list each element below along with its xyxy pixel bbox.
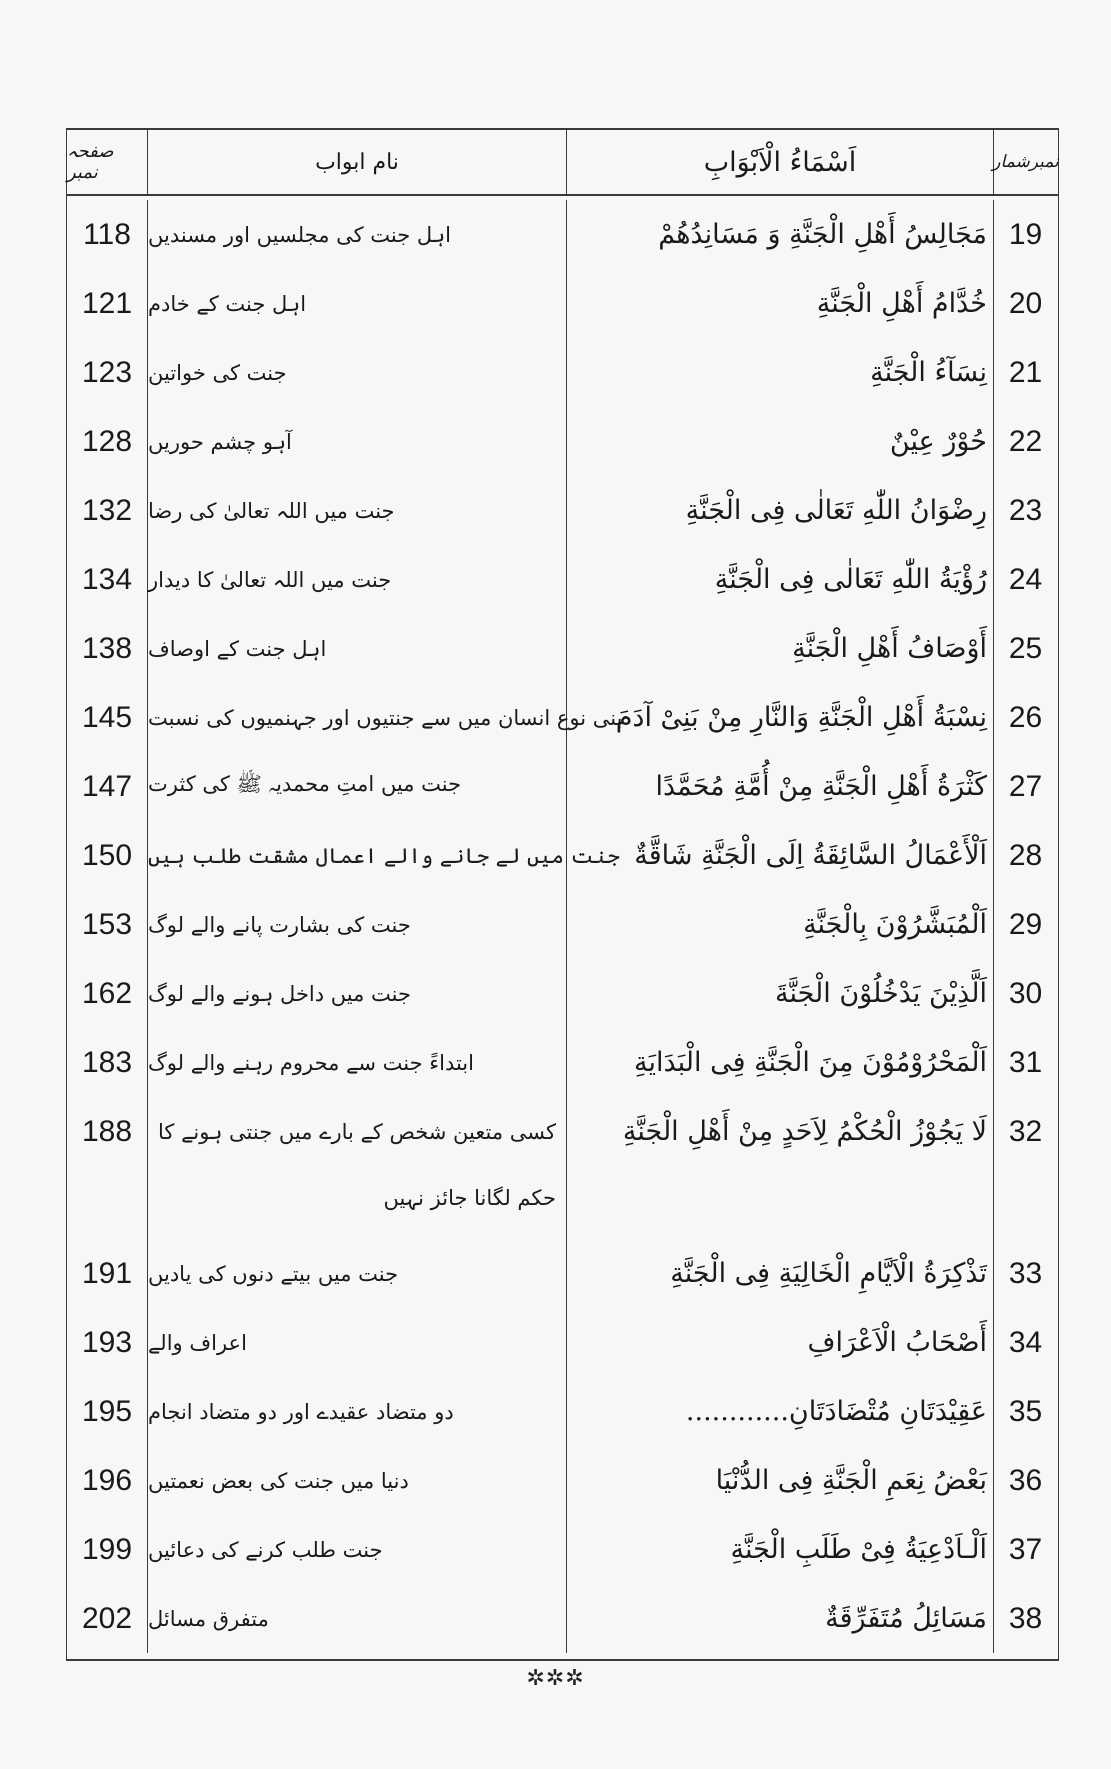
urdu-chapter-name: جنت میں لے جانے والے اعمال مشقت طلب ہیں <box>148 821 567 890</box>
urdu-chapter-name: جنت میں اللہ تعالیٰ کی رضا <box>148 476 567 545</box>
arabic-chapter-name: اَلْأَعْمَالُ السَّائِقَةُ اِلَى الْجَنَّةِ شَاقَّةٌ <box>567 821 994 890</box>
page-number: 147 <box>67 752 148 821</box>
urdu-chapter-name: جنت میں اللہ تعالیٰ کا دیدار <box>148 545 567 614</box>
page-number: 134 <box>67 545 148 614</box>
urdu-chapter-name: اعراف والے <box>148 1308 567 1377</box>
serial-number: 36 <box>1008 1463 1043 1497</box>
urdu-chapter-name: بنی نوع انسان میں سے جنتیوں اور جہنمیوں کی نسبت <box>148 683 567 752</box>
table-row <box>67 269 1058 338</box>
serial-number: 19 <box>1008 217 1043 251</box>
table-row <box>67 1377 1058 1446</box>
table-header-row <box>67 130 1058 196</box>
page-number: 191 <box>67 1239 148 1308</box>
table-of-contents <box>66 128 1059 1661</box>
serial-number: 22 <box>1008 424 1043 458</box>
serial-number: 29 <box>1008 907 1043 941</box>
urdu-chapter-name: جنت کی خواتین <box>148 338 567 407</box>
serial-number: 23 <box>1008 493 1043 527</box>
urdu-chapter-name: دنیا میں جنت کی بعض نعمتیں <box>148 1446 567 1515</box>
serial-number: 24 <box>1008 562 1043 596</box>
urdu-chapter-name: متفرق مسائل <box>148 1584 567 1653</box>
urdu-chapter-name: جنت میں داخل ہونے والے لوگ <box>148 959 567 1028</box>
arabic-chapter-name: خُدَّامُ أَهْلِ الْجَنَّةِ <box>567 269 994 338</box>
table-row <box>67 1515 1058 1584</box>
header-urdu-chapter-names: نام ابواب <box>148 130 567 194</box>
page-number: 123 <box>67 338 148 407</box>
header-arabic-chapter-names: اَسْمَاءُ الْاَبْوَابِ <box>567 130 994 194</box>
arabic-chapter-name: بَعْضُ نِعَمِ الْجَنَّةِ فِى الدُّنْيَا <box>567 1446 994 1515</box>
urdu-chapter-name: اہل جنت کی مجلسیں اور مسندیں <box>148 200 567 269</box>
urdu-chapter-name: اہل جنت کے خادم <box>148 269 567 338</box>
table-row <box>67 821 1058 890</box>
urdu-chapter-name: اہل جنت کے اوصاف <box>148 614 567 683</box>
arabic-chapter-name: نِسَآءُ الْجَنَّةِ <box>567 338 994 407</box>
serial-number: 27 <box>1008 769 1043 803</box>
urdu-chapter-name: کسی متعین شخص کے بارے میں جنتی ہونے کا حکم لگانا جائز نہیں <box>148 1097 567 1239</box>
serial-number: 20 <box>1008 286 1043 320</box>
urdu-chapter-name: آہو چشم حوریں <box>148 407 567 476</box>
table-body <box>67 196 1058 1659</box>
table-row <box>67 338 1058 407</box>
serial-number: 33 <box>1008 1256 1043 1290</box>
arabic-chapter-name: رُؤْيَةُ اللّٰهِ تَعَالٰى فِى الْجَنَّةِ <box>567 545 994 614</box>
arabic-chapter-name: لَا يَجُوْزُ الْحُكْمُ لِاَحَدٍ مِنْ أَهْلِ الْجَنَّةِ <box>567 1097 994 1239</box>
page-number: 132 <box>67 476 148 545</box>
table-row <box>67 545 1058 614</box>
arabic-chapter-name: مَجَالِسُ أَهْلِ الْجَنَّةِ وَ مَسَانِدُهُمْ <box>567 200 994 269</box>
urdu-chapter-name: جنت میں بیتے دنوں کی یادیں <box>148 1239 567 1308</box>
arabic-chapter-name: اَلْمُبَشَّرُوْنَ بِالْجَنَّةِ <box>567 890 994 959</box>
table-row <box>67 1028 1058 1097</box>
serial-number: 38 <box>1008 1601 1043 1635</box>
table-row <box>67 476 1058 545</box>
serial-number: 35 <box>1008 1394 1043 1428</box>
table-row <box>67 200 1058 269</box>
serial-number: 21 <box>1008 355 1043 389</box>
page-number: 202 <box>67 1584 148 1653</box>
arabic-chapter-name: نِسْبَةُ أَهْلِ الْجَنَّةِ وَالنَّارِ مِنْ بَنِىْ آدَمَ <box>567 683 994 752</box>
page-number: 145 <box>67 683 148 752</box>
arabic-chapter-name: مَسَائِلُ مُتَفَرِّقَةٌ <box>567 1584 994 1653</box>
arabic-chapter-name: اَلَّذِيْنَ يَدْخُلُوْنَ الْجَنَّةَ <box>567 959 994 1028</box>
page-number: 150 <box>67 821 148 890</box>
page-number: 196 <box>67 1446 148 1515</box>
serial-number: 32 <box>1008 1115 1043 1148</box>
page-number: 195 <box>67 1377 148 1446</box>
urdu-chapter-name: دو متضاد عقیدے اور دو متضاد انجام <box>148 1377 567 1446</box>
serial-number: 28 <box>1008 838 1043 872</box>
page-number: 121 <box>67 269 148 338</box>
urdu-chapter-name: جنت میں امتِ محمدیہ ﷺ کی کثرت <box>148 752 567 821</box>
page-number: 128 <box>67 407 148 476</box>
page-number: 183 <box>67 1028 148 1097</box>
table-row <box>67 1239 1058 1308</box>
serial-number: 26 <box>1008 700 1043 734</box>
page-number: 162 <box>67 959 148 1028</box>
arabic-chapter-name: اَلْمَحْرُوْمُوْنَ مِنَ الْجَنَّةِ فِى الْبَدَايَةِ <box>567 1028 994 1097</box>
serial-number: 30 <box>1008 976 1043 1010</box>
urdu-chapter-name: جنت کی بشارت پانے والے لوگ <box>148 890 567 959</box>
urdu-chapter-name: جنت طلب کرنے کی دعائیں <box>148 1515 567 1584</box>
serial-number: 31 <box>1008 1045 1043 1079</box>
table-row <box>67 890 1058 959</box>
table-row <box>67 1446 1058 1515</box>
table-row <box>67 614 1058 683</box>
arabic-chapter-name: تَذْكِرَةُ الْاَيَّامِ الْخَالِيَةِ فِى الْجَنَّةِ <box>567 1239 994 1308</box>
arabic-chapter-name: عَقِيْدَتَانِ مُتْضَادَتَانِ............ <box>567 1377 994 1446</box>
serial-number: 34 <box>1008 1325 1043 1359</box>
table-row <box>67 1097 1058 1239</box>
page-number: 188 <box>67 1097 148 1239</box>
serial-number: 25 <box>1008 631 1043 665</box>
arabic-chapter-name: أَوْصَافُ أَهْلِ الْجَنَّةِ <box>567 614 994 683</box>
page-number: 199 <box>67 1515 148 1584</box>
page-number: 118 <box>67 200 148 269</box>
serial-number: 37 <box>1008 1532 1043 1566</box>
table-row <box>67 959 1058 1028</box>
arabic-chapter-name: حُوْرٌ عِيْنٌ <box>567 407 994 476</box>
table-row <box>67 1308 1058 1377</box>
header-serial-number: نمبرشمار <box>992 152 1059 172</box>
arabic-chapter-name: رِضْوَانُ اللّٰهِ تَعَالٰى فِى الْجَنَّةِ <box>567 476 994 545</box>
header-page-number: صفحہ نمبر <box>67 130 148 194</box>
urdu-chapter-name: ابتداءً جنت سے محروم رہنے والے لوگ <box>148 1028 567 1097</box>
page-number: 153 <box>67 890 148 959</box>
arabic-chapter-name: اَلْـاَدْعِيَةُ فِىْ طَلَبِ الْجَنَّةِ <box>567 1515 994 1584</box>
arabic-chapter-name: كَثْرَةُ أَهْلِ الْجَنَّةِ مِنْ أُمَّةِ مُحَمَّدًا <box>567 752 994 821</box>
table-row <box>67 1584 1058 1653</box>
page-number: 138 <box>67 614 148 683</box>
arabic-chapter-name: أَصْحَابُ الْاَعْرَافِ <box>567 1308 994 1377</box>
footer-ornament-icon: ✲✲✲ <box>526 1666 585 1691</box>
page-number: 193 <box>67 1308 148 1377</box>
table-row <box>67 752 1058 821</box>
table-row <box>67 407 1058 476</box>
table-row <box>67 683 1058 752</box>
